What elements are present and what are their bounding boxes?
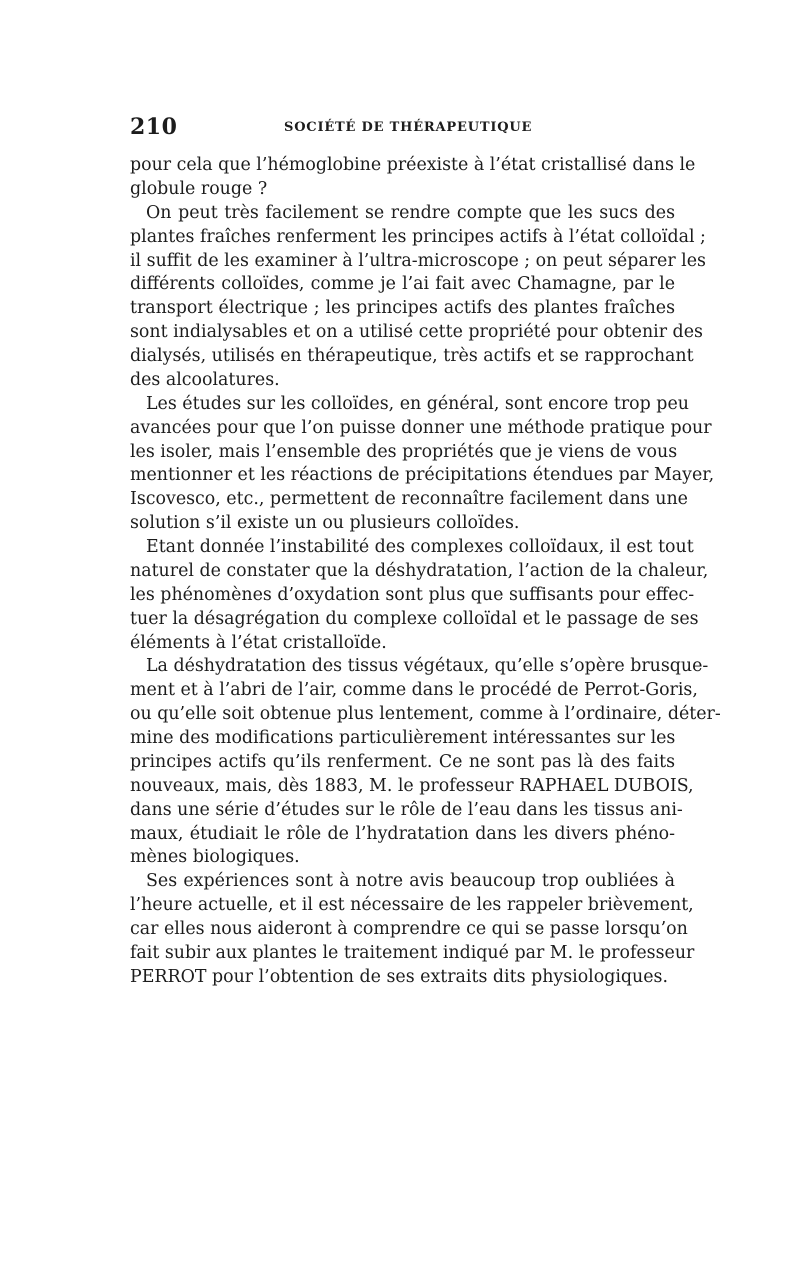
text-line: Etant donnée l’instabilité des complexes colloïdaux, il est tout xyxy=(146,537,694,557)
paragraph xyxy=(130,870,695,989)
text-line: pour cela que l’hémoglobine préexiste à l’état cristallisé dans le xyxy=(130,155,696,175)
text-line: Les études sur les colloïdes, en général, sont encore trop peu xyxy=(146,393,689,414)
text-line: On peut très facilement se rendre compte que les sucs des xyxy=(146,202,675,223)
text-line: Ses expériences sont à notre avis beaucoup trop oubliées à xyxy=(146,871,675,892)
paragraph xyxy=(130,202,706,393)
text-line: dialysés, utilisés en thérapeutique, très actifs et se rapprochant xyxy=(130,346,694,366)
text-line: tuer la désagrégation du complexe colloïdal et le passage de ses xyxy=(130,608,699,629)
text-line: ment et à l’abri de l’air, comme dans le procédé de Perrot-Goris, xyxy=(130,680,698,701)
text-line: mine des modifications particulièrement intéressantes sur les xyxy=(130,728,676,748)
text-line: solution s’il existe un ou plusieurs colloïdes. xyxy=(130,513,520,534)
text-line: ou qu’elle soit obtenue plus lentement, comme à l’ordinaire, déter- xyxy=(130,704,721,725)
text-line: les phénomènes d’oxydation sont plus que suffisants pour effec- xyxy=(130,584,695,605)
text-line: les isoler, mais l’ensemble des propriétés que je viens de vous xyxy=(130,441,678,462)
text-line: dans une série d’études sur le rôle de l’eau dans les tissus ani- xyxy=(130,799,683,820)
text-line: différents colloïdes, comme je l’ai fait avec Chamagne, par le xyxy=(130,274,675,295)
text-line: transport électrique ; les principes actifs des plantes fraîches xyxy=(130,298,675,319)
text-line: éléments à l’état cristalloïde. xyxy=(130,632,387,653)
text-line: naturel de constater que la déshydratation, l’action de la chaleur, xyxy=(130,560,709,581)
text-line: car elles nous aideront à comprendre ce qui se passe lorsqu’on xyxy=(130,919,688,939)
text-line: des alcoolatures. xyxy=(130,369,280,390)
text-line: avancées pour que l’on puisse donner une méthode pratique pour xyxy=(130,417,712,438)
running-title: SOCIÉTÉ DE THÉRAPEUTIQUE xyxy=(284,120,533,135)
body-text xyxy=(130,154,721,990)
text-line: Iscovesco, etc., permettent de reconnaître facilement dans une xyxy=(130,489,688,510)
text-line: fait subir aux plantes le traitement indiqué par M. le professeur xyxy=(130,942,695,963)
paragraph xyxy=(130,655,721,870)
text-line: PERROT pour l’obtention de ses extraits dits physiologiques. xyxy=(130,966,668,987)
text-line: maux, étudiait le rôle de l’hydratation dans les divers phéno- xyxy=(130,823,675,844)
page-number: 210 xyxy=(130,114,178,140)
text-line: l’heure actuelle, et il est nécessaire de les rappeler brièvement, xyxy=(130,895,694,916)
text-line: globule rouge ? xyxy=(130,178,268,199)
text-line: principes actifs qu’ils renferment. Ce ne sont pas là des faits xyxy=(130,751,675,772)
text-line: plantes fraîches renferment les principes actifs à l’état colloïdal ; xyxy=(130,226,706,247)
paragraph xyxy=(130,536,709,655)
text-line: mentionner et les réactions de précipitations étendues par Mayer, xyxy=(130,465,715,486)
text-line: nouveaux, mais, dès 1883, M. le professeur RAPHAEL DUBOIS, xyxy=(130,775,694,796)
page-header xyxy=(130,114,670,140)
text-line: La déshydratation des tissus végétaux, qu’elle s’opère brusque- xyxy=(146,656,709,677)
paragraph xyxy=(130,154,696,202)
text-line: mènes biologiques. xyxy=(130,847,300,868)
text-line: sont indialysables et on a utilisé cette propriété pour obtenir des xyxy=(130,322,703,343)
text-line: il suffit de les examiner à l’ultra-microscope ; on peut séparer les xyxy=(130,250,706,271)
paragraph xyxy=(130,393,715,536)
